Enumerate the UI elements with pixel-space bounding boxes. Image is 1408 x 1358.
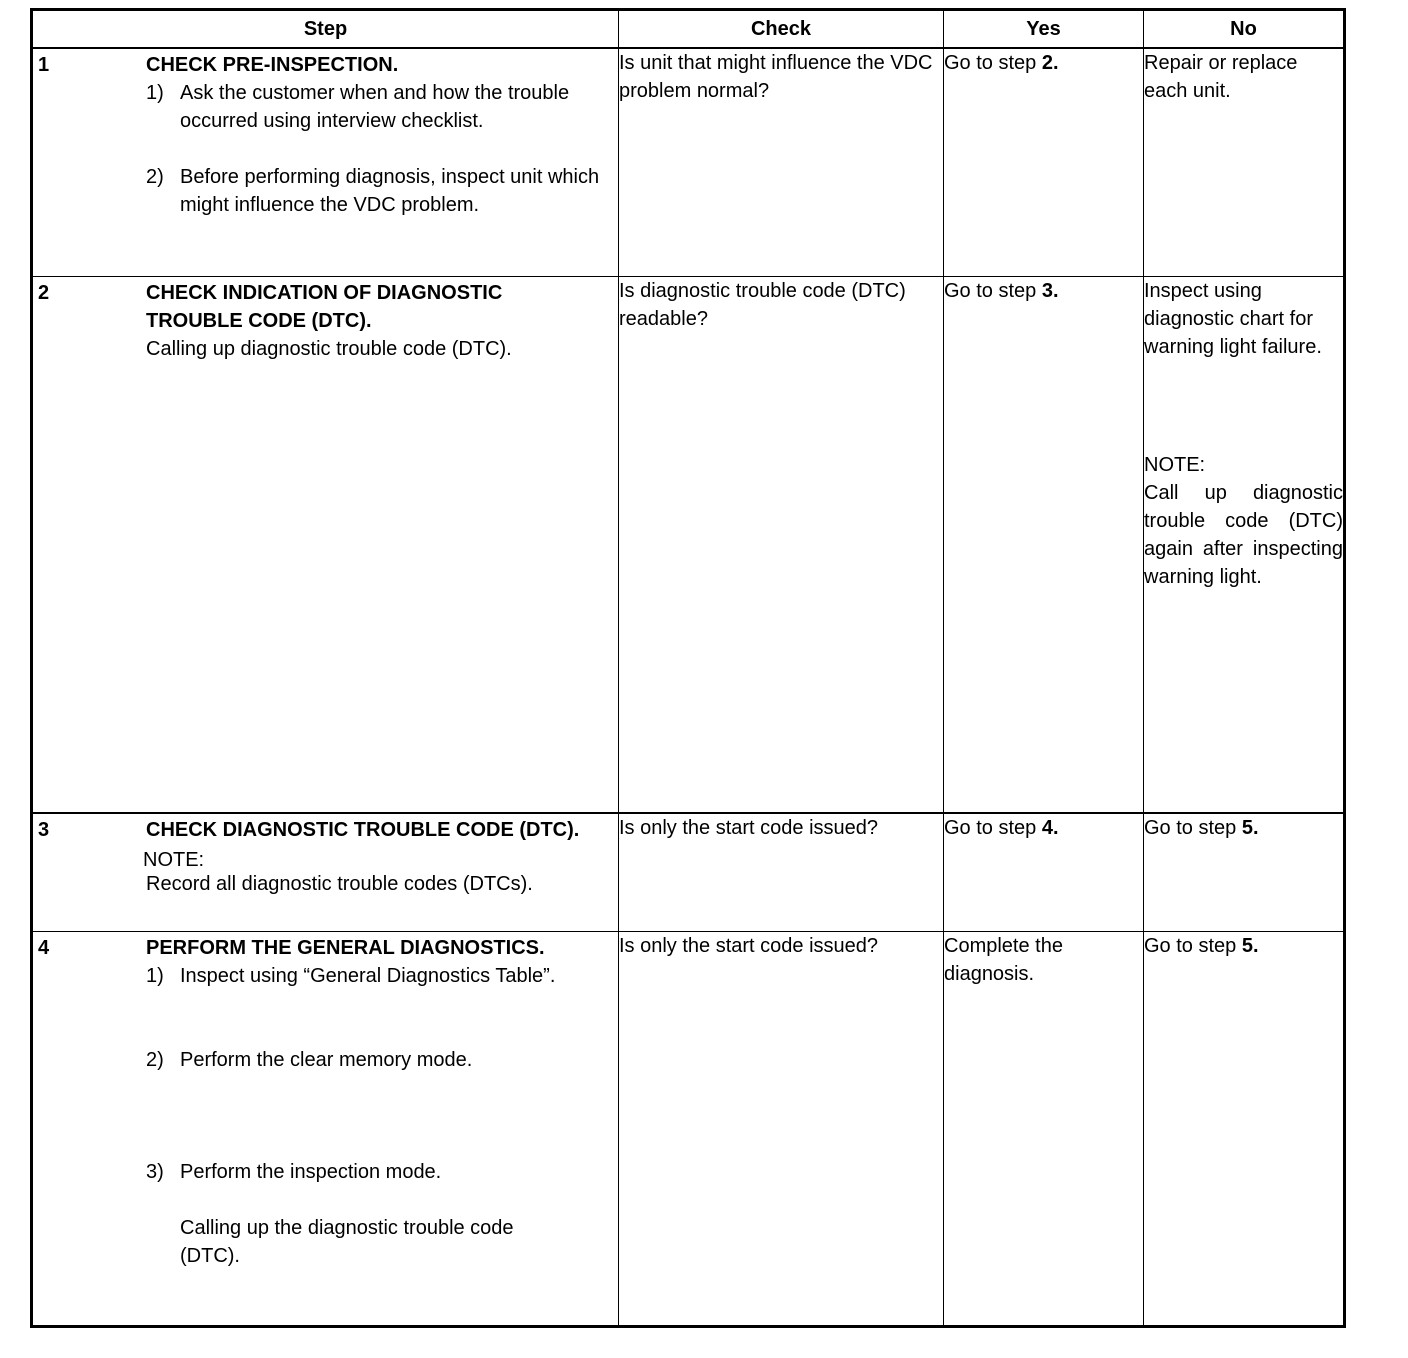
check-text: Is unit that might influence the VDC problem normal? [619, 52, 933, 102]
check-text: Is diagnostic trouble code (DTC) readable? [619, 279, 906, 330]
no-step: 5. [1241, 934, 1259, 957]
item-number: 1) [146, 964, 164, 987]
diagnostic-table [30, 8, 1346, 1328]
step-title: CHECK INDICATION OF DIAGNOSTIC TROUBLE CODE (DTC). [146, 281, 503, 332]
header-no: No [1144, 10, 1345, 49]
step-title: CHECK DIAGNOSTIC TROUBLE CODE (DTC). [146, 819, 580, 841]
item-number: 2) [146, 166, 164, 188]
header-check: Check [619, 10, 944, 49]
step-body-text: Calling up diagnostic trouble code (DTC). [146, 337, 512, 360]
yes-prefix: Go to step [944, 52, 1042, 74]
item-text: Perform the inspection mode. [180, 1160, 442, 1183]
header-row [32, 10, 1345, 49]
header-step: Step [32, 10, 619, 49]
check-cell [619, 276, 944, 813]
step-title: PERFORM THE GENERAL DIAGNOSTICS. [146, 936, 545, 959]
step-number: 4 [38, 936, 50, 959]
step-number: 1 [38, 54, 50, 76]
check-cell [619, 931, 944, 1326]
yes-prefix: Go to step [944, 279, 1042, 302]
item-text: Before performing diagnosis, inspect unit which might influence the VDC problem. [180, 166, 600, 216]
table-row [32, 276, 1345, 813]
table-row [32, 48, 1345, 276]
yes-step: 3. [1041, 279, 1059, 302]
yes-step: 4. [1041, 817, 1059, 839]
header-yes: Yes [944, 10, 1144, 49]
item-text: Ask the customer when and how the trouble occurred using interview checklist. [180, 82, 570, 132]
yes-cell [944, 813, 1144, 931]
check-text: Is only the start code issued? [619, 817, 879, 839]
step-number: 2 [38, 281, 50, 304]
step-cell [32, 276, 619, 813]
no-prefix: Go to step [1144, 934, 1242, 957]
note-text: Record all diagnostic trouble codes (DTCs). [146, 873, 533, 895]
no-cell [1144, 931, 1345, 1326]
no-text: Inspect using diagnostic chart for warning light failure. [1144, 279, 1322, 358]
no-text: Repair or replace each unit. [1144, 52, 1298, 102]
item-text: Perform the clear memory mode. [180, 1048, 473, 1071]
item-number: 3) [146, 1160, 164, 1183]
check-cell [619, 48, 944, 276]
step-number: 3 [38, 819, 50, 841]
yes-prefix: Go to step [944, 817, 1042, 839]
step-title: CHECK PRE-INSPECTION. [146, 54, 399, 76]
step-cell [32, 931, 619, 1326]
yes-text: Complete the diagnosis. [944, 934, 1063, 985]
table-row [32, 931, 1345, 1326]
no-cell [1144, 813, 1345, 931]
no-cell [1144, 276, 1345, 813]
item-text: Inspect using “General Diagnostics Table”. [180, 964, 556, 987]
item-number: 2) [146, 1048, 164, 1071]
step-cell [32, 48, 619, 276]
no-prefix: Go to step [1144, 817, 1242, 839]
no-cell [1144, 48, 1345, 276]
step-cell [32, 813, 619, 931]
extra-text: Calling up the diagnostic trouble code (DTC). [180, 1216, 514, 1267]
note-label: NOTE: [143, 849, 205, 871]
item-number: 1) [146, 82, 164, 104]
check-cell [619, 813, 944, 931]
note-text: Call up diagnostic trouble code (DTC) again after inspecting warning light. [1144, 481, 1343, 588]
note-label: NOTE: [1144, 453, 1206, 476]
check-text: Is only the start code issued? [619, 934, 879, 957]
yes-cell [944, 276, 1144, 813]
yes-cell [944, 931, 1144, 1326]
no-step: 5. [1241, 817, 1259, 839]
yes-cell [944, 48, 1144, 276]
yes-step: 2. [1041, 52, 1059, 74]
table-row [32, 813, 1345, 931]
